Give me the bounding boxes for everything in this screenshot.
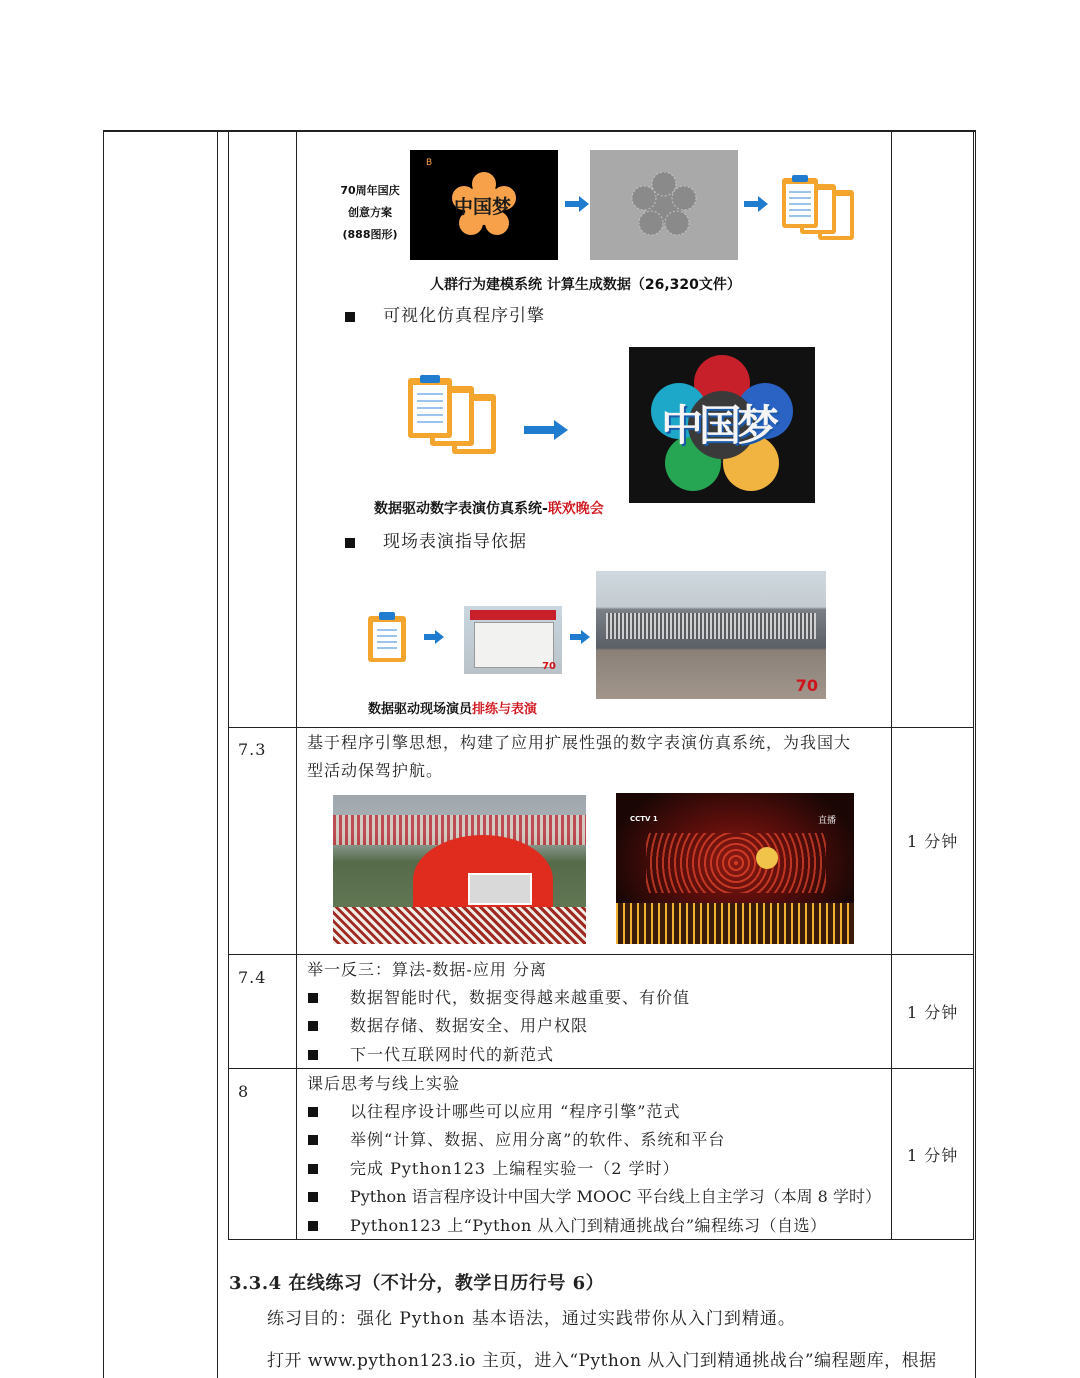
row-number: 7.4 xyxy=(238,968,267,987)
row-line: 基于程序引擎思想，构建了应用扩展性强的数字表演仿真系统，为我国大 xyxy=(307,733,852,752)
bullet-square xyxy=(308,1135,318,1145)
row-bullet: 以往程序设计哪些可以应用 “程序引擎”范式 xyxy=(350,1102,681,1121)
plan-label xyxy=(330,180,410,246)
bullet-square xyxy=(308,1050,318,1060)
section-paragraph: 练习目的：强化 Python 基本语法，通过实践带你从入门到精通。 xyxy=(267,1309,796,1329)
screen-text: 中国梦 xyxy=(661,401,776,450)
logo-text: 中国梦 xyxy=(454,196,512,218)
arrow-right-icon xyxy=(565,196,589,212)
bullet-text: 可视化仿真程序引擎 xyxy=(383,306,545,326)
table-border-top xyxy=(103,130,976,132)
board-banner xyxy=(470,610,556,620)
table-border-left xyxy=(103,130,104,1378)
document-stack-icon xyxy=(768,174,860,246)
plan-label-line: 创意方案 xyxy=(348,206,392,219)
fig2-caption-main: 数据驱动数字表演仿真系统- xyxy=(374,501,548,517)
fig3-caption-main: 数据驱动现场演员 xyxy=(368,702,473,717)
badge-70: 70 xyxy=(542,661,556,672)
dotted-flower-icon xyxy=(629,172,699,238)
figure-onsite-rehearsal xyxy=(362,568,832,718)
live-label: 直播 xyxy=(817,816,836,826)
fireworks-broadcast-photo xyxy=(616,793,854,944)
bullet-square xyxy=(308,1021,318,1031)
bullet-square xyxy=(345,312,355,322)
marker-b: B xyxy=(426,158,433,168)
row-bullet: 举例“计算、数据、应用分离”的软件、系统和平台 xyxy=(350,1130,726,1149)
fireworks-burst xyxy=(646,833,826,893)
crowd-pattern xyxy=(606,613,816,639)
inner-table-right xyxy=(973,130,974,1240)
figure-simulation-system xyxy=(370,344,820,520)
bullet-text: 现场表演指导依据 xyxy=(383,532,527,552)
row-bullet: 完成 Python123 上编程实验一（2 学时） xyxy=(350,1159,680,1178)
bullet-square xyxy=(345,538,355,548)
fig1-caption: 人群行为建模系统 计算生成数据（26,320文件） xyxy=(430,277,741,293)
row-number: 7.3 xyxy=(238,740,267,759)
row-bullet: Python123 上“Python 从入门到精通挑战台”编程练习（自选） xyxy=(350,1216,827,1235)
section-heading: 3.3.4 在线练习（不计分，教学日历行号 6） xyxy=(229,1273,605,1294)
row-divider-7-3 xyxy=(228,727,974,728)
document-icon xyxy=(366,612,408,664)
arrow-right-icon xyxy=(744,196,768,212)
rehearsal-board-photo xyxy=(464,606,562,674)
bullet-square xyxy=(308,1192,318,1202)
inner-col-divider-1 xyxy=(296,130,297,1240)
badge-70: 70 xyxy=(795,676,818,695)
square-crowd-photo xyxy=(596,571,826,699)
buildings-lights xyxy=(616,903,854,944)
row-title: 课后思考与线上实验 xyxy=(307,1074,461,1093)
row-bullet: 数据智能时代，数据变得越来越重要、有价值 xyxy=(350,988,691,1007)
bullet-square xyxy=(308,1107,318,1117)
row-time: 1 分钟 xyxy=(907,1146,959,1165)
bullet-square xyxy=(308,1221,318,1231)
row-title: 举一反三：算法-数据-应用 分离 xyxy=(307,960,547,979)
row-number: 8 xyxy=(238,1082,250,1101)
cctv-logo: CCTV 1 xyxy=(630,815,658,823)
row-time: 1 分钟 xyxy=(907,832,959,851)
crowd-foreground xyxy=(333,907,586,944)
inner-table-bottom xyxy=(228,1239,974,1240)
document-stack-icon xyxy=(392,374,504,460)
logo-black-panel xyxy=(410,150,558,260)
section-paragraph: 打开 www.python123.io 主页，进入“Python 从入门到精通挑战台”编程题库，根据 xyxy=(267,1351,937,1371)
table-border-right xyxy=(975,130,976,1378)
row-line: 型活动保驾护航。 xyxy=(307,761,444,780)
row-divider-7-4 xyxy=(228,954,974,955)
bullet-square xyxy=(308,993,318,1003)
venue-render-photo xyxy=(333,795,586,944)
row-time: 1 分钟 xyxy=(907,1003,959,1022)
arrow-right-icon xyxy=(424,630,444,644)
fig3-caption xyxy=(368,698,537,717)
bullet-square xyxy=(308,1164,318,1174)
grid-logo-panel xyxy=(590,150,738,260)
fig2-caption-red: 联欢晚会 xyxy=(547,501,604,517)
plan-label-line: (888图形) xyxy=(342,228,398,241)
fig2-caption xyxy=(374,498,604,518)
inner-table-left xyxy=(228,130,229,1240)
moon-circle xyxy=(756,847,778,869)
row-bullet: 数据存储、数据安全、用户权限 xyxy=(350,1016,589,1035)
outer-col-divider xyxy=(217,130,218,1378)
wall-screen xyxy=(468,873,532,905)
row-bullet: Python 语言程序设计中国大学 MOOC 平台线上自主学习（本周 8 学时） xyxy=(350,1187,881,1206)
plan-label-line: 70周年国庆 xyxy=(340,184,400,197)
inner-col-divider-2 xyxy=(891,130,892,1240)
fig3-caption-red: 排练与表演 xyxy=(472,702,538,717)
arrow-right-icon xyxy=(570,630,590,644)
row-divider-8 xyxy=(228,1068,974,1069)
figure-crowd-modeling xyxy=(330,146,860,298)
arrow-right-icon xyxy=(524,420,568,440)
row-bullet: 下一代互联网时代的新范式 xyxy=(350,1045,555,1064)
led-screen-panel xyxy=(629,347,815,503)
